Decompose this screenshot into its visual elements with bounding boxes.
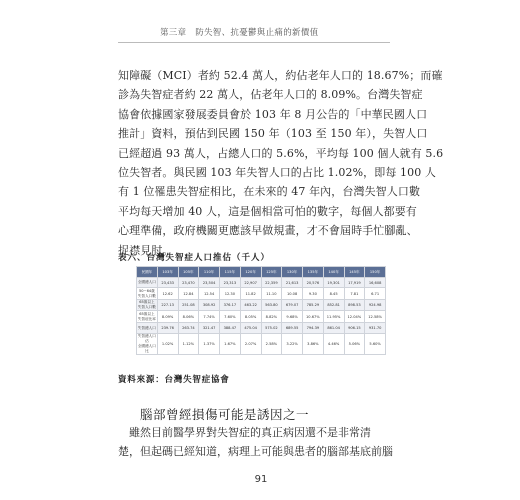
table-cell: 563.80 bbox=[261, 300, 282, 311]
table-cell: 11.95% bbox=[323, 311, 344, 323]
table-cell: 898.53 bbox=[344, 300, 365, 311]
table-cell: 251.08 bbox=[178, 300, 199, 311]
table-cell: 8.82% bbox=[261, 311, 282, 323]
table-row bbox=[137, 300, 386, 311]
table-cell: 12.04% bbox=[344, 311, 365, 323]
table-cell: 19,301 bbox=[323, 278, 344, 288]
body-line: 楚，但起碼已經知道，病理上可能與患者的腦部基底前腦 bbox=[118, 445, 393, 459]
table-cell: 4.46% bbox=[323, 334, 344, 355]
body-line: 已經超過 93 萬人，占總人口的 5.6%，平均每 100 個人就有 5.6 bbox=[118, 146, 444, 160]
table-header-year: 105年 bbox=[178, 267, 199, 278]
table-cell: 5.60% bbox=[365, 334, 386, 355]
table-cell: 7.60% bbox=[220, 311, 241, 323]
table-row bbox=[137, 278, 386, 288]
table-cell: 22,907 bbox=[240, 278, 261, 288]
body-line: 有 1 位罹患失智症相比，在未來的 47 年內，台灣失智人口數 bbox=[118, 185, 421, 199]
table-cell: 1.12% bbox=[178, 334, 199, 355]
table-cell: 794.39 bbox=[303, 323, 324, 334]
body-paragraph bbox=[118, 66, 444, 260]
table-cell: 861.04 bbox=[323, 323, 344, 334]
table-cell: 3.86% bbox=[303, 334, 324, 355]
table-header-label: 民國年 bbox=[137, 267, 158, 278]
table-cell: 2.58% bbox=[261, 334, 282, 355]
table-cell: 10.67% bbox=[303, 311, 324, 323]
table-row-label: 全國總人口 bbox=[137, 278, 158, 288]
table-cell: 1.67% bbox=[220, 334, 241, 355]
table-caption: 表六、台灣失智症人口推估（千人） bbox=[118, 253, 271, 263]
table-cell: 23,313 bbox=[220, 278, 241, 288]
body-line: 雖然目前醫學界對失智症的真正病因還不是非常清 bbox=[118, 426, 371, 439]
table-header-year: 103年 bbox=[157, 267, 178, 278]
table-header-year: 125年 bbox=[261, 267, 282, 278]
table-cell: 376.17 bbox=[220, 300, 241, 311]
table-cell: 12.58% bbox=[365, 311, 386, 323]
table-cell: 8.09% bbox=[157, 311, 178, 323]
table-header-year: 135年 bbox=[303, 267, 324, 278]
table-cell: 11.82 bbox=[240, 288, 261, 300]
table-cell: 23,433 bbox=[157, 278, 178, 288]
table-cell: 12.54 bbox=[199, 288, 220, 300]
table-cell: 263.74 bbox=[178, 323, 199, 334]
table-header-year: 110年 bbox=[199, 267, 220, 278]
table-cell: 239.76 bbox=[157, 323, 178, 334]
table-cell: 5.06% bbox=[344, 334, 365, 355]
table-cell: 11.10 bbox=[261, 288, 282, 300]
table-cell: 852.81 bbox=[323, 300, 344, 311]
table-cell: 679.07 bbox=[282, 300, 303, 311]
body-line: 位失智者。與民國 103 年失智人口的占比 1.02%，即每 100 人 bbox=[118, 166, 437, 180]
table-cell: 17,919 bbox=[344, 278, 365, 288]
table-cell: 12.30 bbox=[220, 288, 241, 300]
body-paragraph-2 bbox=[118, 423, 394, 462]
table-cell: 21,613 bbox=[282, 278, 303, 288]
table-cell: 575.02 bbox=[261, 323, 282, 334]
table-cell: 8.06% bbox=[178, 311, 199, 323]
table-cell: 23,504 bbox=[199, 278, 220, 288]
table-cell: 388.47 bbox=[220, 323, 241, 334]
table-cell: 463.22 bbox=[240, 300, 261, 311]
table-cell: 12.62 bbox=[157, 288, 178, 300]
table-cell: 1.02% bbox=[157, 334, 178, 355]
table-cell: 321.47 bbox=[199, 323, 220, 334]
body-line: 平均每天增加 40 人，這是個相當可怕的數字，每個人都要有 bbox=[118, 204, 417, 218]
table-cell: 10.08 bbox=[282, 288, 303, 300]
table-header-year: 150年 bbox=[365, 267, 386, 278]
body-line: 推計」資料，預估到民國 150 年（103 至 150 年），失智人口 bbox=[118, 127, 428, 141]
table-header-year: 120年 bbox=[240, 267, 261, 278]
section-heading: 腦部曾經損傷可能是誘因之一 bbox=[140, 407, 310, 422]
table-cell: 1.37% bbox=[199, 334, 220, 355]
body-line: 知障礙（MCI）者約 52.4 萬人，約佔老年人口的 18.67%；而確 bbox=[118, 69, 443, 82]
body-line: 協會依據國家發展委員會於 103 年 8 月公告的「中華民國人口 bbox=[118, 107, 428, 121]
table-cell: 8.45 bbox=[323, 288, 344, 300]
table-row bbox=[137, 323, 386, 334]
body-line: 心理準備，政府機關更應該早做規畫，才不會屆時手忙腳亂、 bbox=[118, 224, 418, 238]
table-row-label: 失智總人口 bbox=[137, 323, 158, 334]
table-cell: 6.71 bbox=[365, 288, 386, 300]
table-cell: 785.29 bbox=[303, 300, 324, 311]
table-cell: 906.15 bbox=[344, 323, 365, 334]
body-line: 診為失智症者約 22 萬人，佔老年人口的 8.09%。台灣失智症 bbox=[118, 88, 423, 102]
table-row-label: 失智總人口佔 全國總人口比 bbox=[137, 334, 156, 353]
table-cell: 924.98 bbox=[365, 300, 386, 311]
chapter-header: 第三章 防失智、抗憂鬱與止痛的新價值 bbox=[160, 28, 319, 38]
table-row-label: 65歲以上 失智人口數 bbox=[137, 300, 156, 309]
table-cell: 931.70 bbox=[365, 323, 386, 334]
header-divider bbox=[118, 42, 390, 43]
table-cell: 12.84 bbox=[178, 288, 199, 300]
table-cell: 23,470 bbox=[178, 278, 199, 288]
table-cell: 2.07% bbox=[240, 334, 261, 355]
table-cell: 7.74% bbox=[199, 311, 220, 323]
page-number: 91 bbox=[254, 474, 268, 485]
table-cell: 9.30 bbox=[303, 288, 324, 300]
table-row bbox=[137, 311, 386, 323]
table-cell: 227.13 bbox=[157, 300, 178, 311]
dementia-population-table bbox=[136, 266, 386, 355]
source-note: 資料來源：台灣失智症協會 bbox=[118, 375, 230, 385]
table-header-row bbox=[137, 267, 386, 278]
table-row-label: 65歲以上 失智症比率 bbox=[137, 311, 156, 321]
table-cell: 689.55 bbox=[282, 323, 303, 334]
table-cell: 22,359 bbox=[261, 278, 282, 288]
table-cell: 3.22% bbox=[282, 334, 303, 355]
table-row bbox=[137, 334, 386, 355]
table-header-year: 145年 bbox=[344, 267, 365, 278]
table-cell: 9.68% bbox=[282, 311, 303, 323]
table-row bbox=[137, 288, 386, 300]
table-row-label: 50~64歲 失智人口數 bbox=[137, 288, 156, 298]
table-header-year: 130年 bbox=[282, 267, 303, 278]
table-container bbox=[136, 266, 386, 370]
table-cell: 8.05% bbox=[240, 311, 261, 323]
table-cell: 20,576 bbox=[303, 278, 324, 288]
table-cell: 7.81 bbox=[344, 288, 365, 300]
body-line: 捉襟見肘。 bbox=[118, 243, 174, 257]
table-header-year: 115年 bbox=[220, 267, 241, 278]
table-cell: 308.92 bbox=[199, 300, 220, 311]
table-cell: 16,608 bbox=[365, 278, 386, 288]
table-cell: 475.04 bbox=[240, 323, 261, 334]
table-header-year: 140年 bbox=[323, 267, 344, 278]
